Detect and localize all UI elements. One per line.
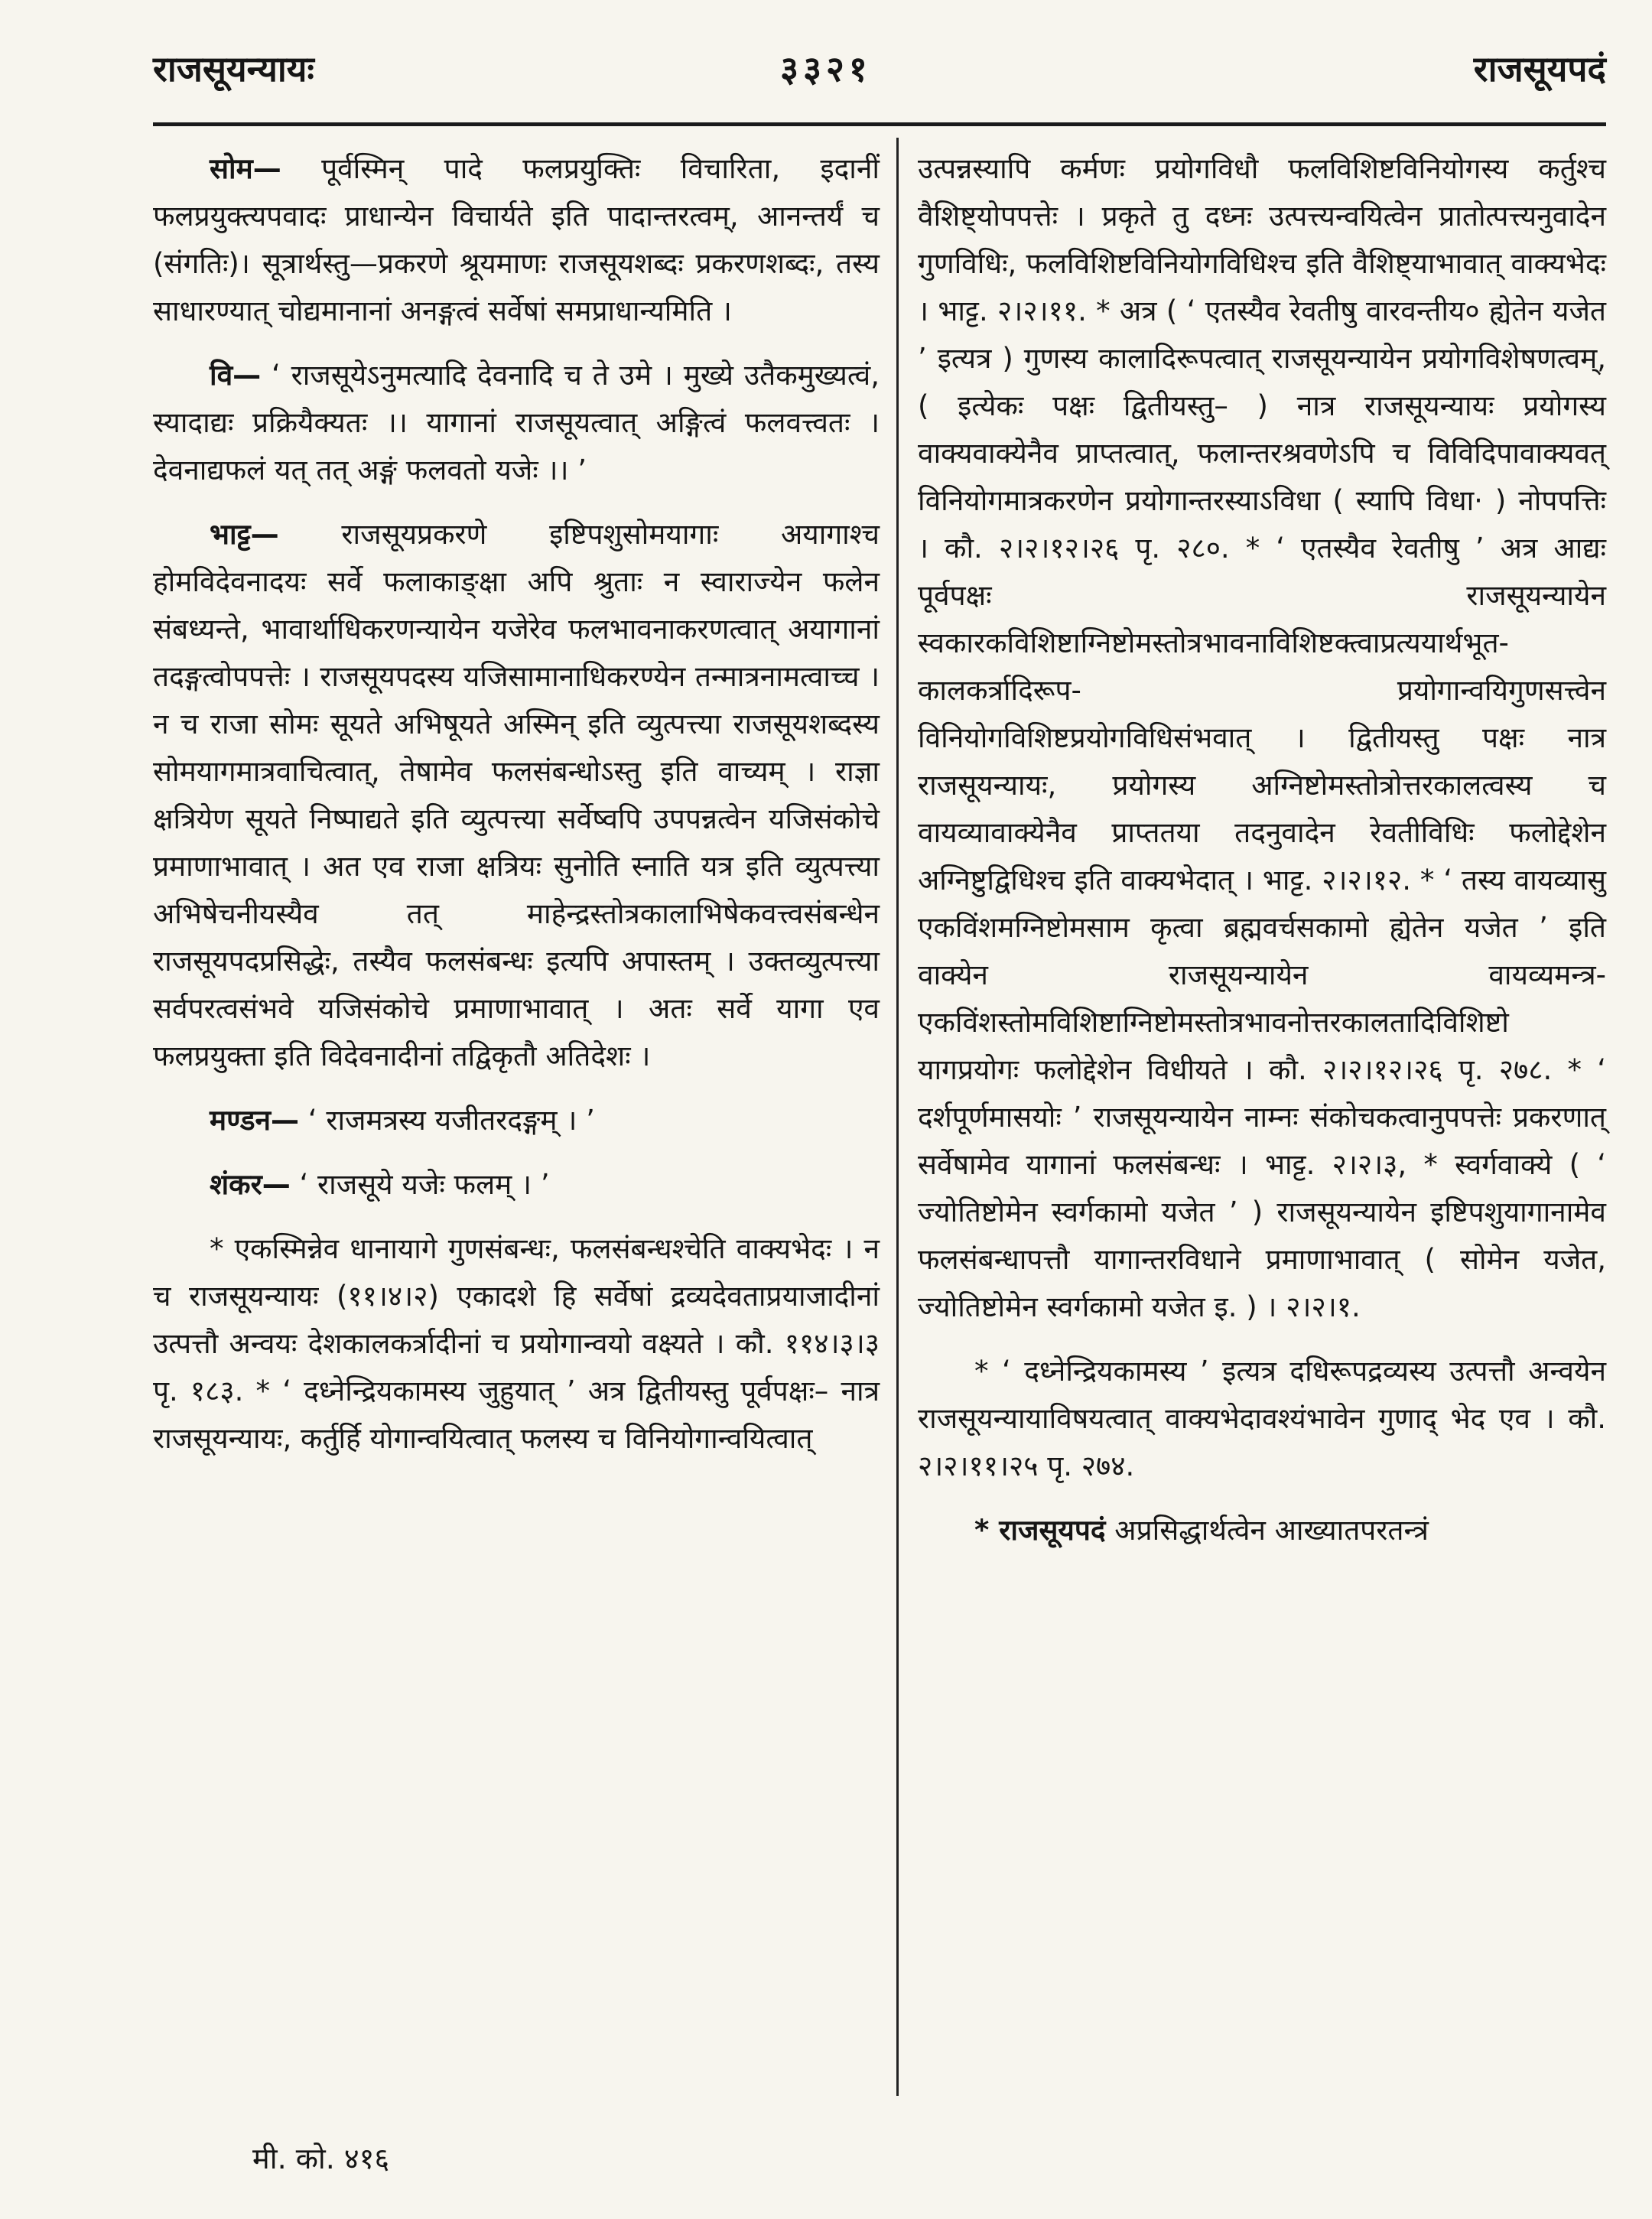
paragraph-dadhna (918, 1348, 1606, 1490)
paragraph-continuation (918, 145, 1606, 1331)
header-rule (153, 122, 1606, 126)
paragraph-label: सोम— (210, 152, 281, 185)
page-number: ३३२१ (780, 48, 872, 89)
paragraph-rajasuyapada (918, 1507, 1606, 1554)
paragraph-text: * एकस्मिन्नेव धानायागे गुणसंबन्धः, फलसंबन्धश्चेति वाक्यभेदः । न च राजसूयन्यायः (११।४।२) एकादशे हि सर्वेषां द्रव्यदेवताप्रयाजादीनां उत्पत्तौ अन्वयः देशकालकर्त्रादीनां च प्रयोगान्वयो वक्ष्यते । कौ. ११४।३।३ पृ. १८३. * ‘ दध्नेन्द्रियकामस्य जुहुयात् ’ अत्र द्वितीयस्तु पूर्वपक्षः– नात्र राजसूयन्यायः, कर्तुर्हि योगान्वयित्वात् फलस्य च विनियोगान्वयित्वात् (153, 1232, 880, 1455)
running-head-left: राजसूयन्यायः (153, 48, 314, 89)
paragraph-label: भाट्ट— (210, 518, 279, 551)
paragraph-text: ‘ राजसूये यजेः फलम् । ’ (290, 1168, 550, 1201)
right-column (918, 145, 1606, 1571)
paragraph-text: ‘ राजमत्रस्य यजीतरदङ्गम् । ’ (299, 1104, 595, 1137)
paragraph-text: राजसूयप्रकरणे इष्टिपशुसोमयागाः अयागाश्च होमविदेवनादयः सर्वे फलाकाङ्क्षा अपि श्रुताः न स्वाराज्येन फलेन संबध्यन्ते, भावार्थाधिकरणन्यायेन यजेरेव फलभावनाकरणत्वात् अयागानां तदङ्गत्वोपपत्तेः । राजसूयपदस्य यजिसामानाधिकरण्येन तन्मात्रनामत्वाच्च । न च राजा सोमः सूयते अभिषूयते अस्मिन् इति व्युत्पत्त्या राजसूयशब्दस्य सोमयागमात्रवाचित्वात्, तेषामेव फलसंबन्धोऽस्तु इति वाच्यम् । राज्ञा क्षत्रियेण सूयते निष्पाद्यते इति व्युत्पत्त्या सर्वेष्वपि उपपन्नत्वेन यजिसंकोचे प्रमाणाभावात् । अत एव राजा क्षत्रियः सुनोति स्नाति यत्र इति व्युत्पत्त्या अभिषेचनीयस्यैव तत् माहेन्द्रस्तोत्रकालाभिषेकवत्त्वसंबन्धेन राजसूयपदप्रसिद्धेः, तस्यैव फलसंबन्धः इत्यपि अपास्तम् । उक्तव्युत्पत्त्या सर्वपरत्वसंभवे यजिसंकोचे प्रमाणाभावात् । अतः सर्वे यागा एव फलप्रयुक्ता इति विदेवनादीनां तद्विकृतौ अतिदेशः । (153, 518, 880, 1072)
footer-signature: मी. को. ४१६ (252, 2142, 390, 2175)
paragraph-text: * ‘ दध्नेन्द्रियकामस्य ’ इत्यत्र दधिरूपद्रव्यस्य उत्पत्तौ अन्वयेन राजसूयन्यायाविषयत्वात् वाक्यभेदावश्यंभावेन गुणाद् भेद एव । कौ. २।२।११।२५ पृ. २७४. (918, 1355, 1606, 1482)
paragraph-label: वि— (210, 359, 262, 392)
column-divider (896, 138, 899, 2096)
paragraph-label: मण्डन— (210, 1104, 300, 1137)
paragraph-shankara (153, 1161, 880, 1209)
paragraph-soma (153, 145, 880, 335)
paragraph-label: शंकर— (210, 1168, 291, 1201)
paragraph-text: उत्पन्नस्यापि कर्मणः प्रयोगविधौ फलविशिष्टविनियोगस्य कर्तुश्च वैशिष्ट्योपपत्तेः । प्रकृते तु दध्नः उत्पत्त्यन्वयित्वेन प्रातोत्पत्त्यनुवादेन गुणविधिः, फलविशिष्टविनियोगविधिश्च इति वैशिष्ट्याभावात् वाक्यभेदः । भाट्ट. २।२।११. * अत्र ( ‘ एतस्यैव रेवतीषु वारवन्तीय० ह्येतेन यजेत ’ इत्यत्र ) गुणस्य कालादिरूपत्वात् राजसूयन्यायेन प्रयोगविशेषणत्वम्, ( इत्येकः पक्षः द्वितीयस्तु– ) नात्र राजसूयन्यायः प्रयोगस्य वाक्यवाक्येनैव प्राप्तत्वात्, फलान्तरश्रवणेऽपि च विविदिपावाक्यवत् विनियोगमात्रकरणेन प्रयोगान्तरस्याऽविधा ( स्यापि विधा· ) नोपपत्तिः । कौ. २।२।१२।२६ पृ. २८०. * ‘ एतस्यैव रेवतीषु ’ अत्र आद्यः पूर्वपक्षः राजसूयन्यायेन स्वकारकविशिष्टाग्निष्टोमस्तोत्रभावनाविशिष्टक्त्वाप्रत्ययार्थभूत-कालकर्त्रादिरूप- प्रयोगान्वयिगुणसत्त्वेन विनियोगविशिष्टप्रयोगविधिसंभवात् । द्वितीयस्तु पक्षः नात्र राजसूयन्यायः, प्रयोगस्य अग्निष्टोमस्तोत्रोत्तरकालत्वस्य च वायव्यावाक्येनैव प्राप्ततया तदनुवादेन रेवतीविधिः फलोद्देशेन अग्निष्टुद्विधिश्च इति वाक्यभेदात् । भाट्ट. २।२।१२. * ‘ तस्य वायव्यासु एकविंशमग्निष्टोमसाम कृत्वा ब्रह्मवर्चसकामो ह्येतेन यजेत ’ इति वाक्येन राजसूयन्यायेन वायव्यमन्त्र-एकविंशस्तोमविशिष्टाग्निष्टोमस्तोत्रभावनोत्तरकालतादिविशिष्टो यागप्रयोगः फलोद्देशेन विधीयते । कौ. २।२।१२।२६ पृ. २७८. * ‘ दर्शपूर्णमासयोः ’ राजसूयन्यायेन नाम्नः संकोचकत्वानुपपत्तेः प्रकरणात् सर्वेषामेव यागानां फलसंबन्धः । भाट्ट. २।२।३, * स्वर्गवाक्ये ( ‘ ज्योतिष्टोमेन स्वर्गकामो यजेत ’ ) राजसूयन्यायेन इष्टिपशुयागानामेव फलसंबन्धापत्तौ यागान्तरविधाने प्रमाणाभावात् ( सोमेन यजेत, ज्योतिष्टोमेन स्वर्गकामो यजेत इ. ) । २।२।१. (918, 152, 1606, 1323)
paragraph-vi (153, 352, 880, 494)
left-column (153, 145, 880, 1479)
paragraph-bhatta (153, 511, 880, 1080)
paragraph-label: * राजसूयपदं (974, 1514, 1106, 1547)
paragraph-text: ‘ राजसूयेऽनुमत्यादि देवनादि च ते उमे । मुख्ये उतैकमुख्यत्वं, स्यादाद्यः प्रक्रियैक्यतः ।। यागानां राजसूयत्वात् अङ्गित्वं फलवत्त्वतः । देवनाद्यफलं यत् तत् अङ्गं फलवतो यजेः ।। ’ (153, 359, 880, 486)
paragraph-notes-left (153, 1225, 880, 1463)
paragraph-mandana (153, 1097, 880, 1144)
running-head-right: राजसूयपदं (1473, 48, 1606, 89)
paragraph-text: पूर्वस्मिन् पादे फलप्रयुक्तिः विचारिता, इदानीं फलप्रयुक्त्यपवादः प्राधान्येन विचार्यते इति पादान्तरत्वम्, आनन्तर्यं च (संगतिः)। सूत्रार्थस्तु—प्रकरणे श्रूयमाणः राजसूयशब्दः प्रकरणशब्दः, तस्य साधारण्यात् चोद्यमानानां अनङ्गत्वं सर्वेषां समप्राधान्यमिति । (153, 152, 880, 327)
paragraph-text: अप्रसिद्धार्थत्वेन आख्यातपरतन्त्रं (1105, 1514, 1429, 1547)
